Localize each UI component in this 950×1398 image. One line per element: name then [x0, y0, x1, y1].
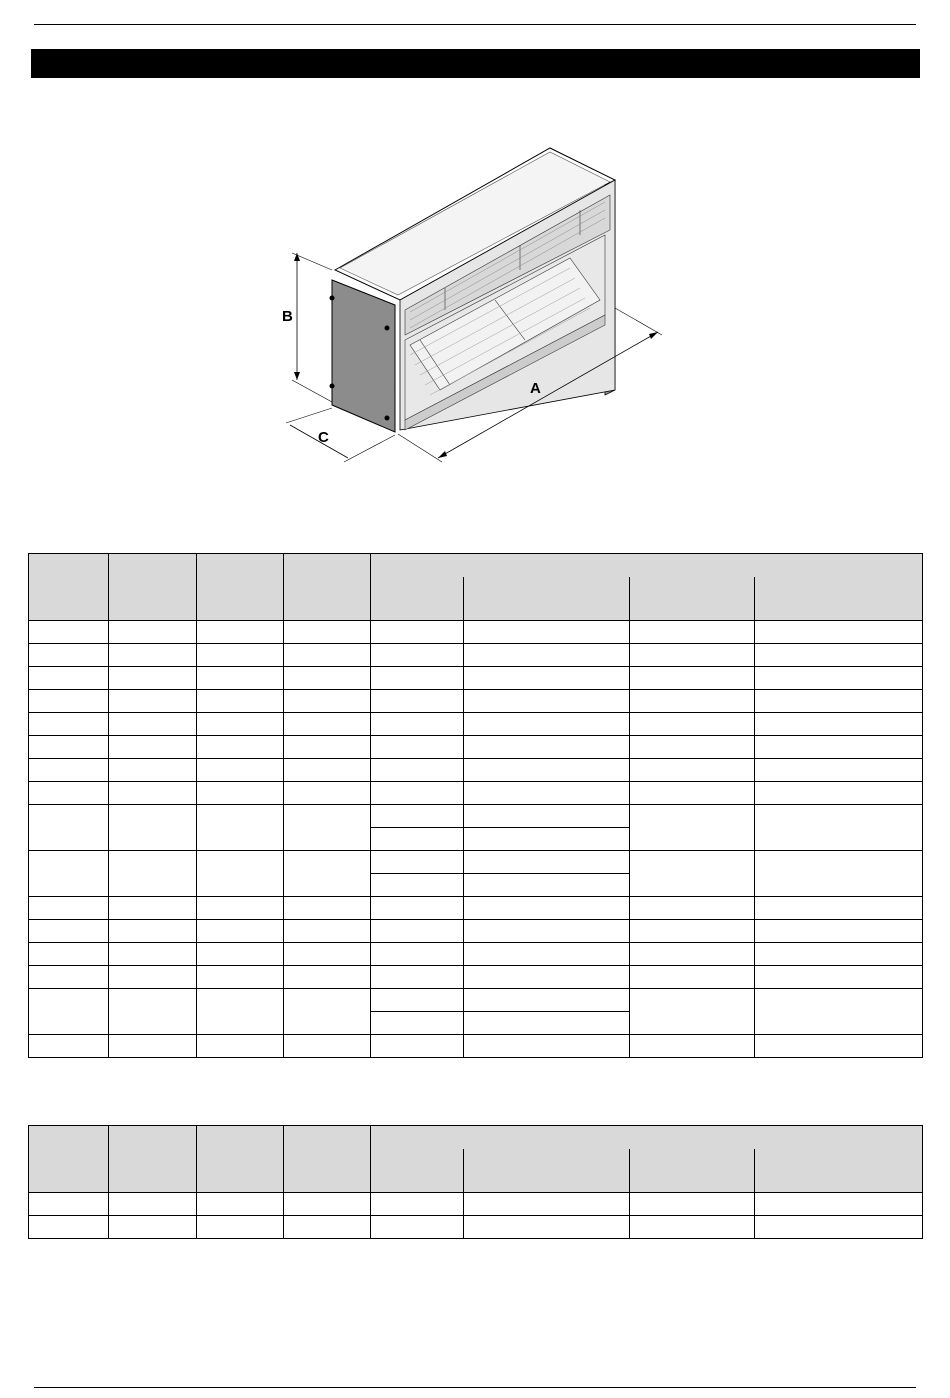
table-row	[29, 851, 923, 874]
table-row	[29, 943, 923, 966]
table-row	[29, 805, 923, 828]
header-cell	[371, 577, 464, 621]
table-row	[29, 713, 923, 736]
table-row	[29, 1193, 923, 1216]
header-cell	[109, 1126, 197, 1193]
header-cell	[109, 554, 197, 621]
table-row	[29, 621, 923, 644]
header-group-cell	[371, 1126, 923, 1150]
spec-table-2	[28, 1125, 923, 1239]
table-row	[29, 897, 923, 920]
header-group-cell	[371, 554, 923, 578]
header-cell	[630, 577, 755, 621]
top-rule	[34, 24, 916, 25]
header-cell	[29, 1126, 109, 1193]
header-cell	[284, 554, 371, 621]
header-cell	[630, 1149, 755, 1193]
header-cell	[464, 1149, 630, 1193]
bottom-rule	[34, 1387, 916, 1388]
table-row	[29, 782, 923, 805]
table-row	[29, 667, 923, 690]
dimension-label-c: C	[318, 429, 329, 446]
header-cell	[464, 577, 630, 621]
table-row	[29, 920, 923, 943]
dimension-label-b: B	[282, 308, 293, 325]
table-row	[29, 989, 923, 1012]
header-cell	[197, 1126, 284, 1193]
dimension-label-a: A	[530, 380, 541, 397]
header-cell	[29, 554, 109, 621]
table-row	[29, 1216, 923, 1239]
table-row	[29, 644, 923, 667]
header-cell	[197, 554, 284, 621]
header-cell	[755, 1149, 923, 1193]
spec-table-1	[28, 553, 923, 1058]
table-row	[29, 736, 923, 759]
header-cell	[371, 1149, 464, 1193]
section-banner	[31, 49, 920, 78]
header-cell	[755, 577, 923, 621]
hood-diagram	[270, 140, 680, 470]
table-row	[29, 966, 923, 989]
table-row	[29, 1035, 923, 1058]
table-row	[29, 759, 923, 782]
table-row	[29, 690, 923, 713]
header-cell	[284, 1126, 371, 1193]
